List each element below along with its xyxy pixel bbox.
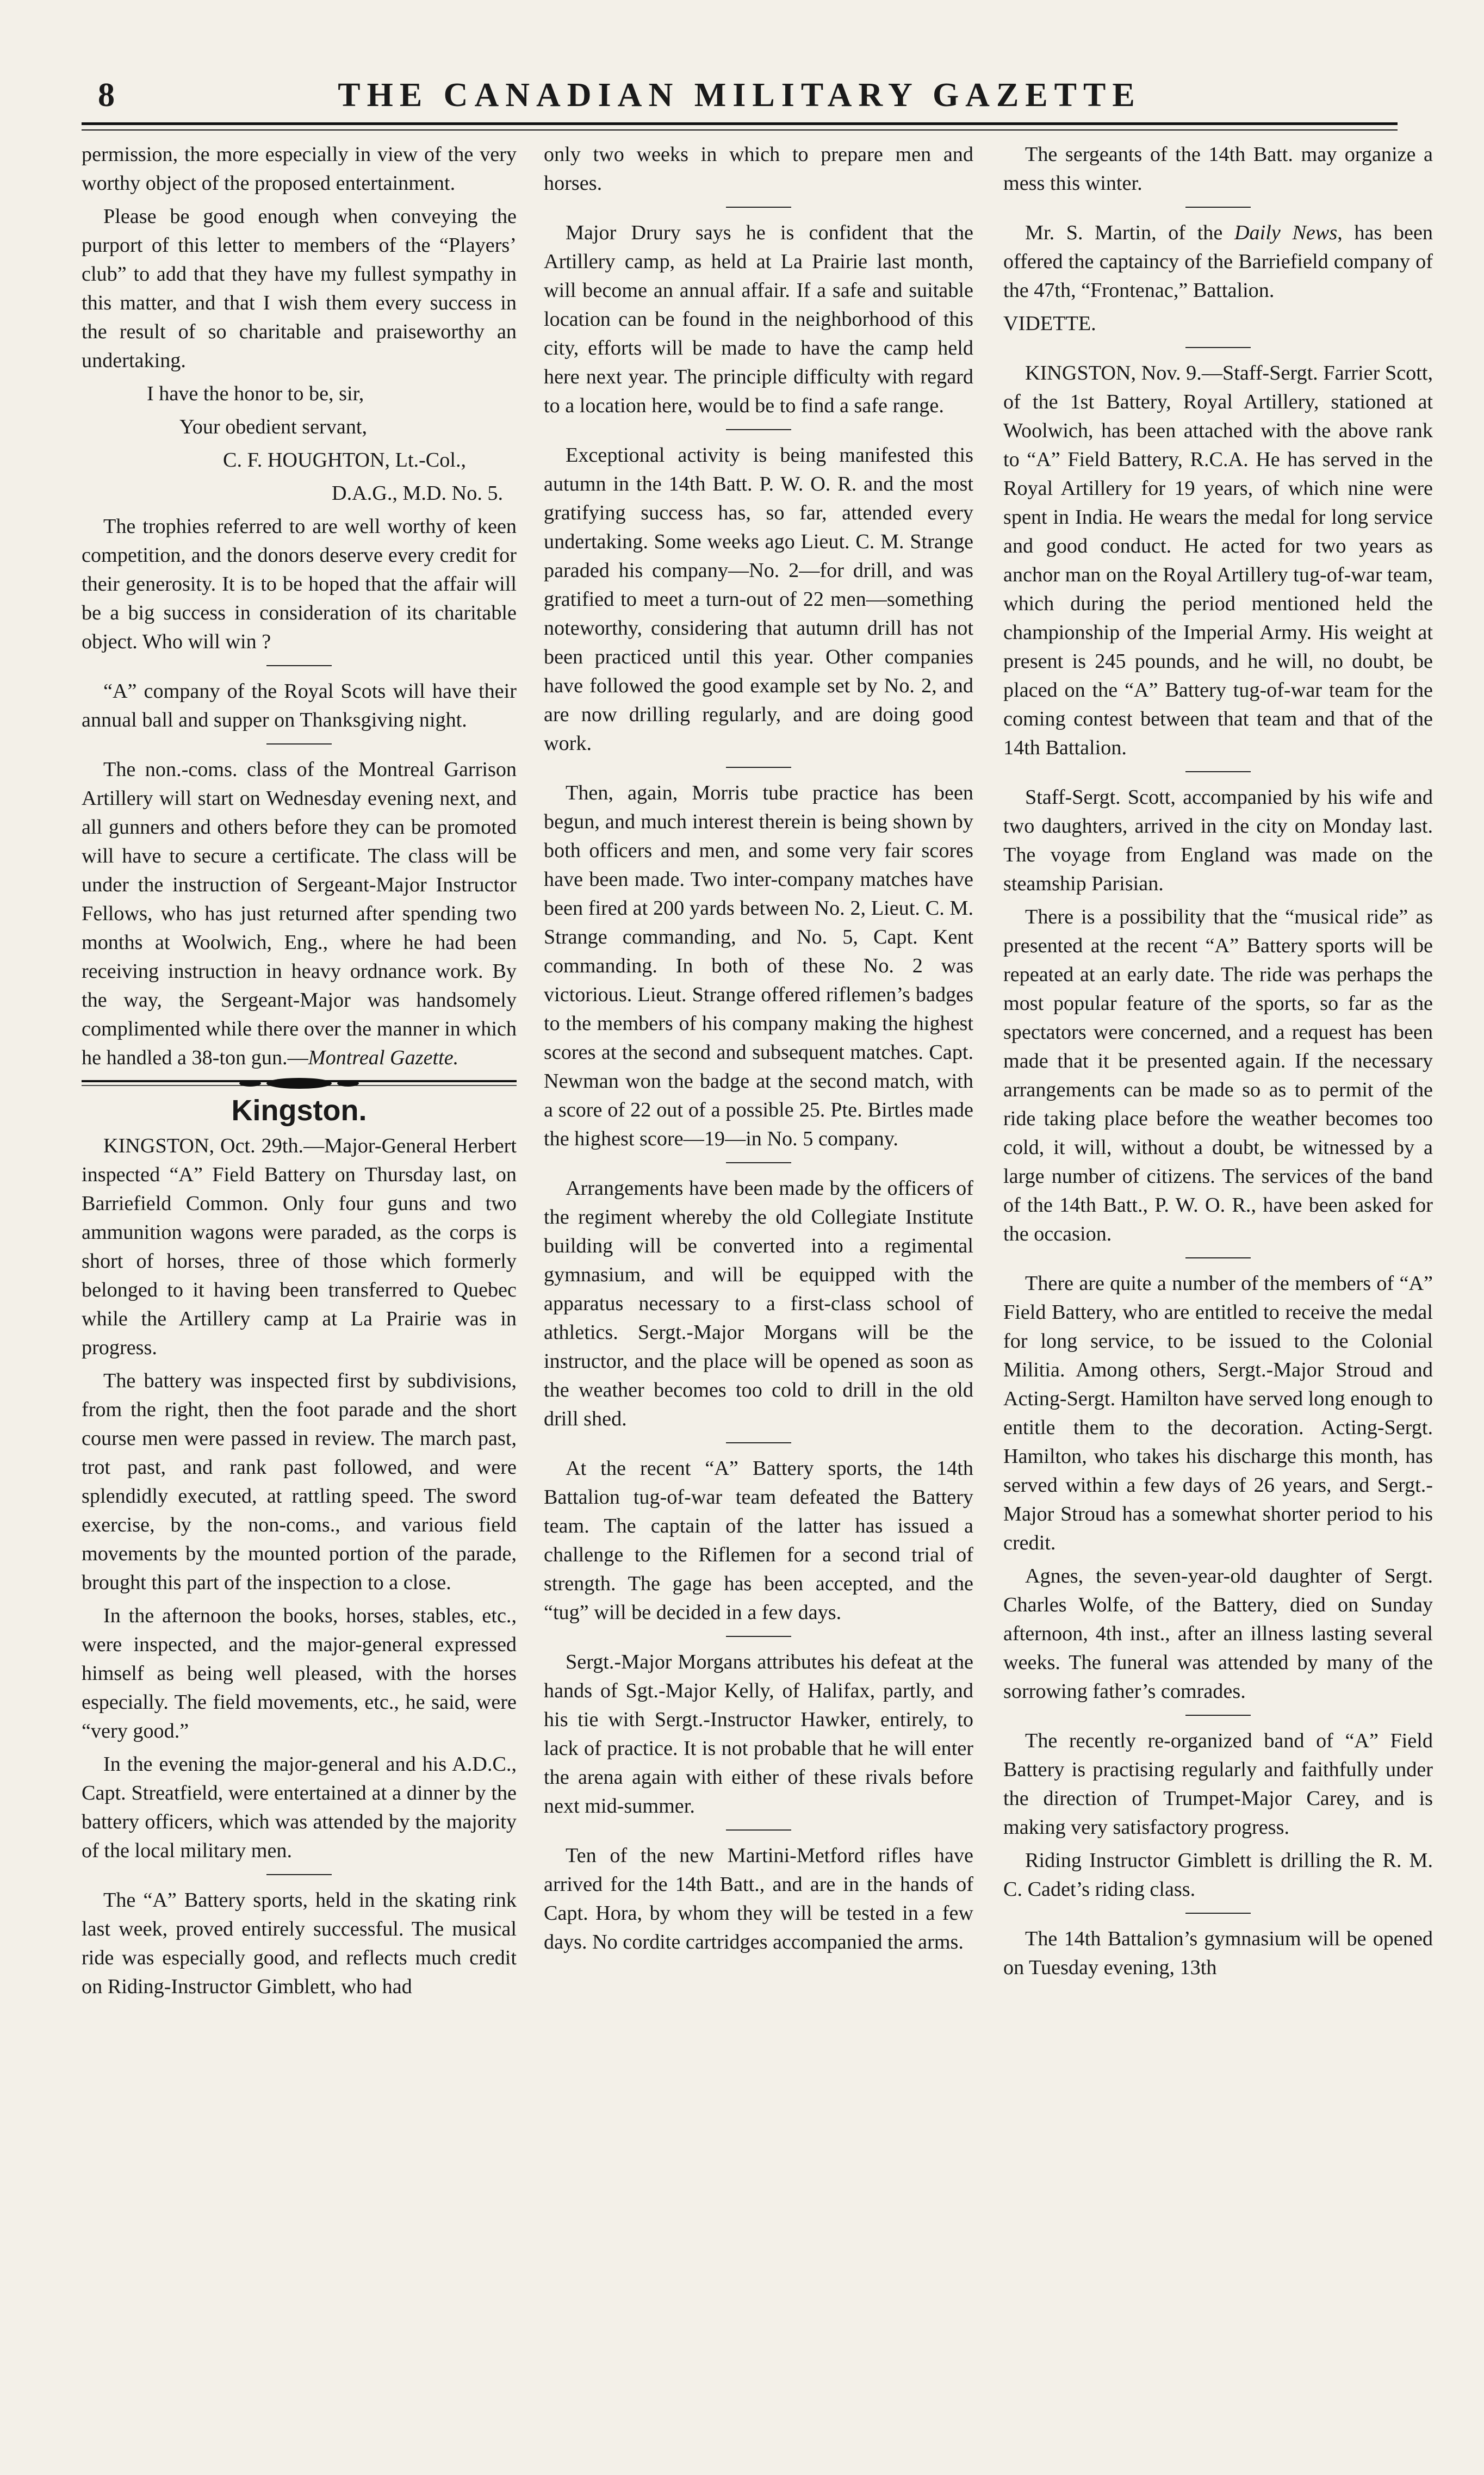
paragraph: “A” company of the Royal Scots will have their annual ball and supper on Thanksgiving night.: [82, 680, 517, 731]
page-number: 8: [98, 77, 115, 114]
paragraph-text: The non.-coms. class of the Montreal Garrison Artillery will start on Wednesday evening next, and all gunners and others before they can be promoted will have to secure a certificate. The class will be under the instruction of Sergeant-Major Instructor Fellows, who has just returned after spending two months at Woolwich, Eng., where he had been receiving instruction in heavy ordnance work. By the way, the Sergeant-Major was handsomely complimented while there over the manner in which he handled a 38-ton gun.—: [82, 758, 517, 1069]
separator: [1185, 347, 1251, 348]
page-header: [82, 76, 1398, 114]
separator: [1185, 1715, 1251, 1716]
paragraph: The trophies referred to are well worthy of keen competition, and the donors deserve every credit for their generosity. It is to be hoped that the affair will be a big success in consideration of its charitable object. Who will win ?: [82, 515, 517, 653]
paragraph: The sergeants of the 14th Batt. may organize a mess this winter.: [1003, 143, 1433, 195]
paragraph: Sergt.-Major Morgans attributes his defeat at the hands of Sgt.-Major Kelly, of Halifax, partly, and his tie with Sergt.-Instructor Hawker, entirely, to lack of practice. It is not probable that he will enter the arena again with either of these rivals before next mid-summer.: [544, 1651, 973, 1818]
paragraph: Then, again, Morris tube practice has been begun, and much interest therein is being shown by both officers and men, and some very fair scores have been made. Two inter-company matches have been fired at 200 yards between No. 2, Lieut. C. M. Strange commanding, and No. 5, Capt. Kent commanding. In both of these No. 2 was victorious. Lieut. Strange offered riflemen’s badges to the members of his company making the highest scores at the second and subsequent matches. Capt. Newman won the badge at the second match, with a score of 22 out of a possible 25. Pte. Birtles made the highest score—19—in No. 5 company.: [544, 781, 973, 1150]
separator: [726, 1829, 791, 1831]
header-rule-thick: [82, 122, 1398, 125]
separator: [726, 429, 791, 430]
paragraph: [1003, 359, 1433, 762]
paragraph: Agnes, the seven-year-old daughter of Sergt. Charles Wolfe, of the Battery, died on Sunday afternoon, 4th inst., after an illness lasting several weeks. The funeral was attended by many of the sorrowing father’s comrades.: [1003, 1565, 1433, 1703]
paragraph: There is a possibility that the “musical ride” as presented at the recent “A” Battery sports will be repeated at an early date. The ride was perhaps the most popular feature of the sports, so far as the spectators were concerned, and a request has been made that it be presented again. If the necessary arrangements can be made so as to permit of the ride taking place before the weather becomes too cold, it will, without a doubt, be witnessed by a large number of citizens. The services of the band of the 14th Batt., P. W. O. R., have been asked for the occasion.: [1003, 905, 1433, 1245]
paragraph: The battery was inspected first by subdivisions, from the right, then the foot parade and the short course men were passed in review. The march past, trot past, and rank past followed, and were splendidly executed, at rattling speed. The sword exercise, by the non-coms., and various field movements by the mounted portion of the parade, brought this part of the inspection to a close.: [82, 1369, 517, 1594]
paragraph: Exceptional activity is being manifested this autumn in the 14th Batt. P. W. O. R. and the most gratifying success has, so far, attended every undertaking. Some weeks ago Lieut. C. M. Strange paraded his company—No. 2—for drill, and was gratified to meet a turn-out of 22 men—something noteworthy, considering that autumn drill has not been practiced until this year. Other companies have followed the good example set by No. 2, and are now drilling regularly, and are doing good work.: [544, 444, 973, 755]
letter-signature-title: D.A.G., M.D. No. 5.: [332, 482, 504, 505]
paragraph: The 14th Battalion’s gymnasium will be opened on Tuesday evening, 13th: [1003, 1927, 1433, 1979]
paragraph: Please be good enough when conveying the purport of this letter to members of the “Players’ club” to add that they have my fullest sympathy in this matter, and that I wish them every success in the result of so charitable and praiseworthy an undertaking.: [82, 205, 517, 372]
separator: [1185, 207, 1251, 208]
paragraph: [82, 1132, 517, 1362]
letter-closing: I have the honor to be, sir,: [147, 382, 364, 405]
masthead-title: THE CANADIAN MILITARY GAZETTE: [338, 77, 1141, 114]
paragraph: The “A” Battery sports, held in the skating rink last week, proved entirely successful. The musical ride was especially good, and reflects much credit on Riding-Instructor Gimblett, who had: [82, 1889, 517, 1998]
paragraph: Riding Instructor Gimblett is drilling the R. M. C. Cadet’s riding class.: [1003, 1849, 1433, 1901]
paragraph: Staff-Sergt. Scott, accompanied by his wife and two daughters, arrived in the city on Monday last. The voyage from England was made on the steamship Parisian.: [1003, 786, 1433, 895]
separator: [726, 1636, 791, 1637]
separator: [726, 1442, 791, 1443]
separator: [1185, 1913, 1251, 1914]
paragraph: only two weeks in which to prepare men and horses.: [544, 143, 973, 195]
separator: [726, 1162, 791, 1163]
paragraph: The recently re-organized band of “A” Field Battery is practising regularly and faithfully under the direction of Trumpet-Major Carey, and is making very satisfactory progress.: [1003, 1729, 1433, 1839]
newspaper-name: Daily News: [1234, 221, 1338, 244]
column-1: [82, 140, 517, 2457]
paragraph: Arrangements have been made by the officers of the regiment whereby the old Collegiate Institute building will be converted into a regimental gymnasium, and will be equipped with the apparatus necessary to a first-class school of athletics. Sergt.-Major Morgans will be the instructor, and the place will be opened as soon as the weather becomes too cold to drill in the old drill shed.: [544, 1177, 973, 1430]
paragraph: Ten of the new Martini-Metford rifles have arrived for the 14th Batt., and are in the hands of Capt. Hora, by whom they will be tested in a few days. No cordite cartridges accompanied the arms.: [544, 1844, 973, 1953]
paragraph: In the evening the major-general and his A.D.C., Capt. Streatfield, were entertained at a dinner by the battery officers, which was attended by the majority of the local military men.: [82, 1753, 517, 1862]
paragraph: At the recent “A” Battery sports, the 14th Battalion tug-of-war team defeated the Battery team. The captain of the latter has issued a challenge to the Riflemen for a second trial of strength. The gage has been accepted, and the “tug” will be decided in a few days.: [544, 1457, 973, 1624]
paragraph: Major Drury says he is confident that the Artillery camp, as held at La Prairie last month, will become an annual affair. If a safe and suitable location can be found in the neighborhood of this city, efforts will be made to have the camp held here next year. The principle difficulty with regard to a location here, would be to find a safe range.: [544, 221, 973, 417]
paragraph: permission, the more especially in view of the very worthy object of the proposed entertainment.: [82, 143, 517, 195]
paragraph: [1003, 219, 1433, 305]
paragraph-text: Mr. S. Martin, of the: [1025, 221, 1234, 244]
source-credit: Montreal Gazette.: [308, 1046, 459, 1069]
column-2: [544, 140, 973, 2457]
separator: [1185, 1257, 1251, 1258]
paragraph-text: Oct. 29th.—Major-General Herbert inspected “A” Field Battery on Thursday last, on Barriefield Common. Only four guns and two ammunition wagons were paraded, as the corps is short of horses, three of those which formerly belonged to it having been transferred to Quebec while the Artillery camp at La Prairie was in progress.: [82, 1134, 517, 1359]
separator: [726, 767, 791, 768]
paragraph: There are quite a number of the members of “A” Field Battery, who are entitled to receive the medal for long service, to be issued to the Colonial Militia. Among others, Sergt.-Major Stroud and Acting-Sergt. Hamilton have served long enough to entitle them to the decoration. Acting-Sergt. Hamilton, who takes his discharge this month, has served within a few days of 26 years, and Sergt.-Major Stroud has a somewhat shorter period to his credit.: [1003, 1272, 1433, 1554]
column-3: [1003, 140, 1433, 2457]
dateline-place: KINGSTON,: [103, 1134, 215, 1157]
paragraph-text: Nov. 9.—Staff-Sergt. Farrier Scott, of the 1st Battery, Royal Artillery, stationed at Woolwich, has been attached with the above rank to “A” Field Battery, R.C.A. He has served in the Royal Artillery for 19 years, of which nine were spent in India. He wears the medal for long service and good conduct. He acted for two years as anchor man on the Royal Artillery tug-of-war team, which during the period mentioned held the championship of the Imperial Army. His weight at present is 245 pounds, and he will, no doubt, be placed on the “A” Battery tug-of-war team for the coming contest between that team and that of the 14th Battalion.: [1003, 362, 1433, 759]
separator: [266, 743, 332, 745]
ornament-divider-icon: [82, 1077, 517, 1093]
separator: [726, 207, 791, 208]
dateline-place: KINGSTON,: [1025, 362, 1137, 384]
separator: [266, 665, 332, 666]
separator: [266, 1874, 332, 1875]
header-rule-thin: [82, 129, 1398, 131]
section-heading: Kingston.: [231, 1094, 367, 1127]
letter-closing: Your obedient servant,: [179, 415, 368, 438]
paragraph: [82, 755, 517, 1072]
letter-signature: C. F. HOUGHTON, Lt.-Col.,: [223, 449, 467, 472]
paragraph: In the afternoon the books, horses, stables, etc., were inspected, and the major-general expressed himself as being well pleased, with the horses especially. The field movements, etc., he said, were “very good.”: [82, 1604, 517, 1742]
separator: [1185, 771, 1251, 772]
correspondent-signature: VIDETTE.: [1003, 312, 1096, 335]
paragraph-text: , has been offered the captaincy of the Barriefield company of the 47th, “Frontenac,” Battalion.: [1003, 221, 1433, 302]
